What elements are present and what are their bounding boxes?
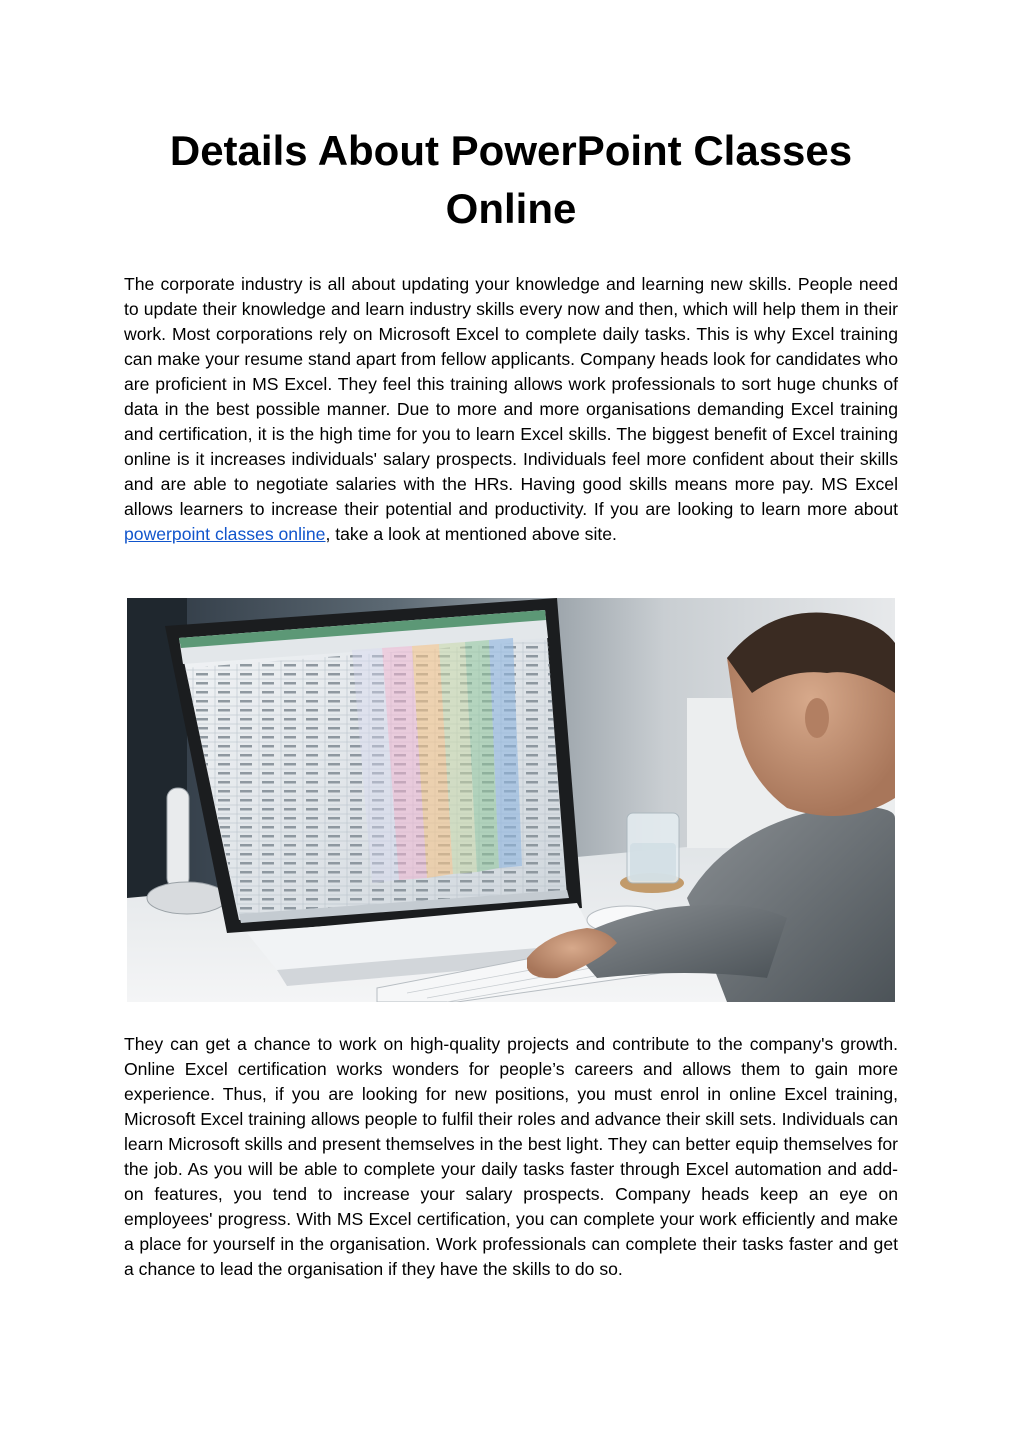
intro-paragraph-text: The corporate industry is all about updating your knowledge and learning new skills. People need to update their knowledge and learn industry skills every now and then, which will help them in their work. Most corporations rely on Microsoft Excel to complete daily tasks. This is why Excel training can make your resume stand apart from fellow applicants. Company heads look for candidates who are proficient in MS Excel. They feel this training allows work professionals to sort huge chunks of data in the best possible manner. Due to more and more organisations demanding Excel training and certification, it is the high time for you to learn Excel skills. The biggest benefit of Excel training online is it increases individuals' salary prospects. Individuals feel more confident about their skills and are able to negotiate salaries with the HRs. Having good skills means more pay. MS Excel allows learners to increase their potential and productivity. If you are looking to learn more about [124,274,898,519]
intro-paragraph [124,272,898,547]
body-paragraph: They can get a chance to work on high-quality projects and contribute to the company's growth. Online Excel certification works wonders for people’s careers and allows them to gain more experience. Thus, if you are looking for new positions, you must enrol in online Excel training, Microsoft Excel training allows people to fulfil their roles and advance their skill sets. Individuals can learn Microsoft skills and present themselves in the best light. They can better equip themselves for the job. As you will be able to complete your daily tasks faster through Excel automation and add-on features, you tend to increase your salary prospects. Company heads keep an eye on employees' progress. With MS Excel certification, you can complete your work efficiently and make a place for yourself in the organisation. Work professionals can complete their tasks faster and get a chance to lead the organisation if they have the skills to do so. [124,1034,898,1279]
page-title: Details About PowerPoint Classes Online [169,127,853,232]
intro-paragraph-tail: , take a look at mentioned above site. [325,524,617,544]
powerpoint-classes-link[interactable]: powerpoint classes online [124,524,326,544]
man-at-computer-photo [127,598,895,1002]
